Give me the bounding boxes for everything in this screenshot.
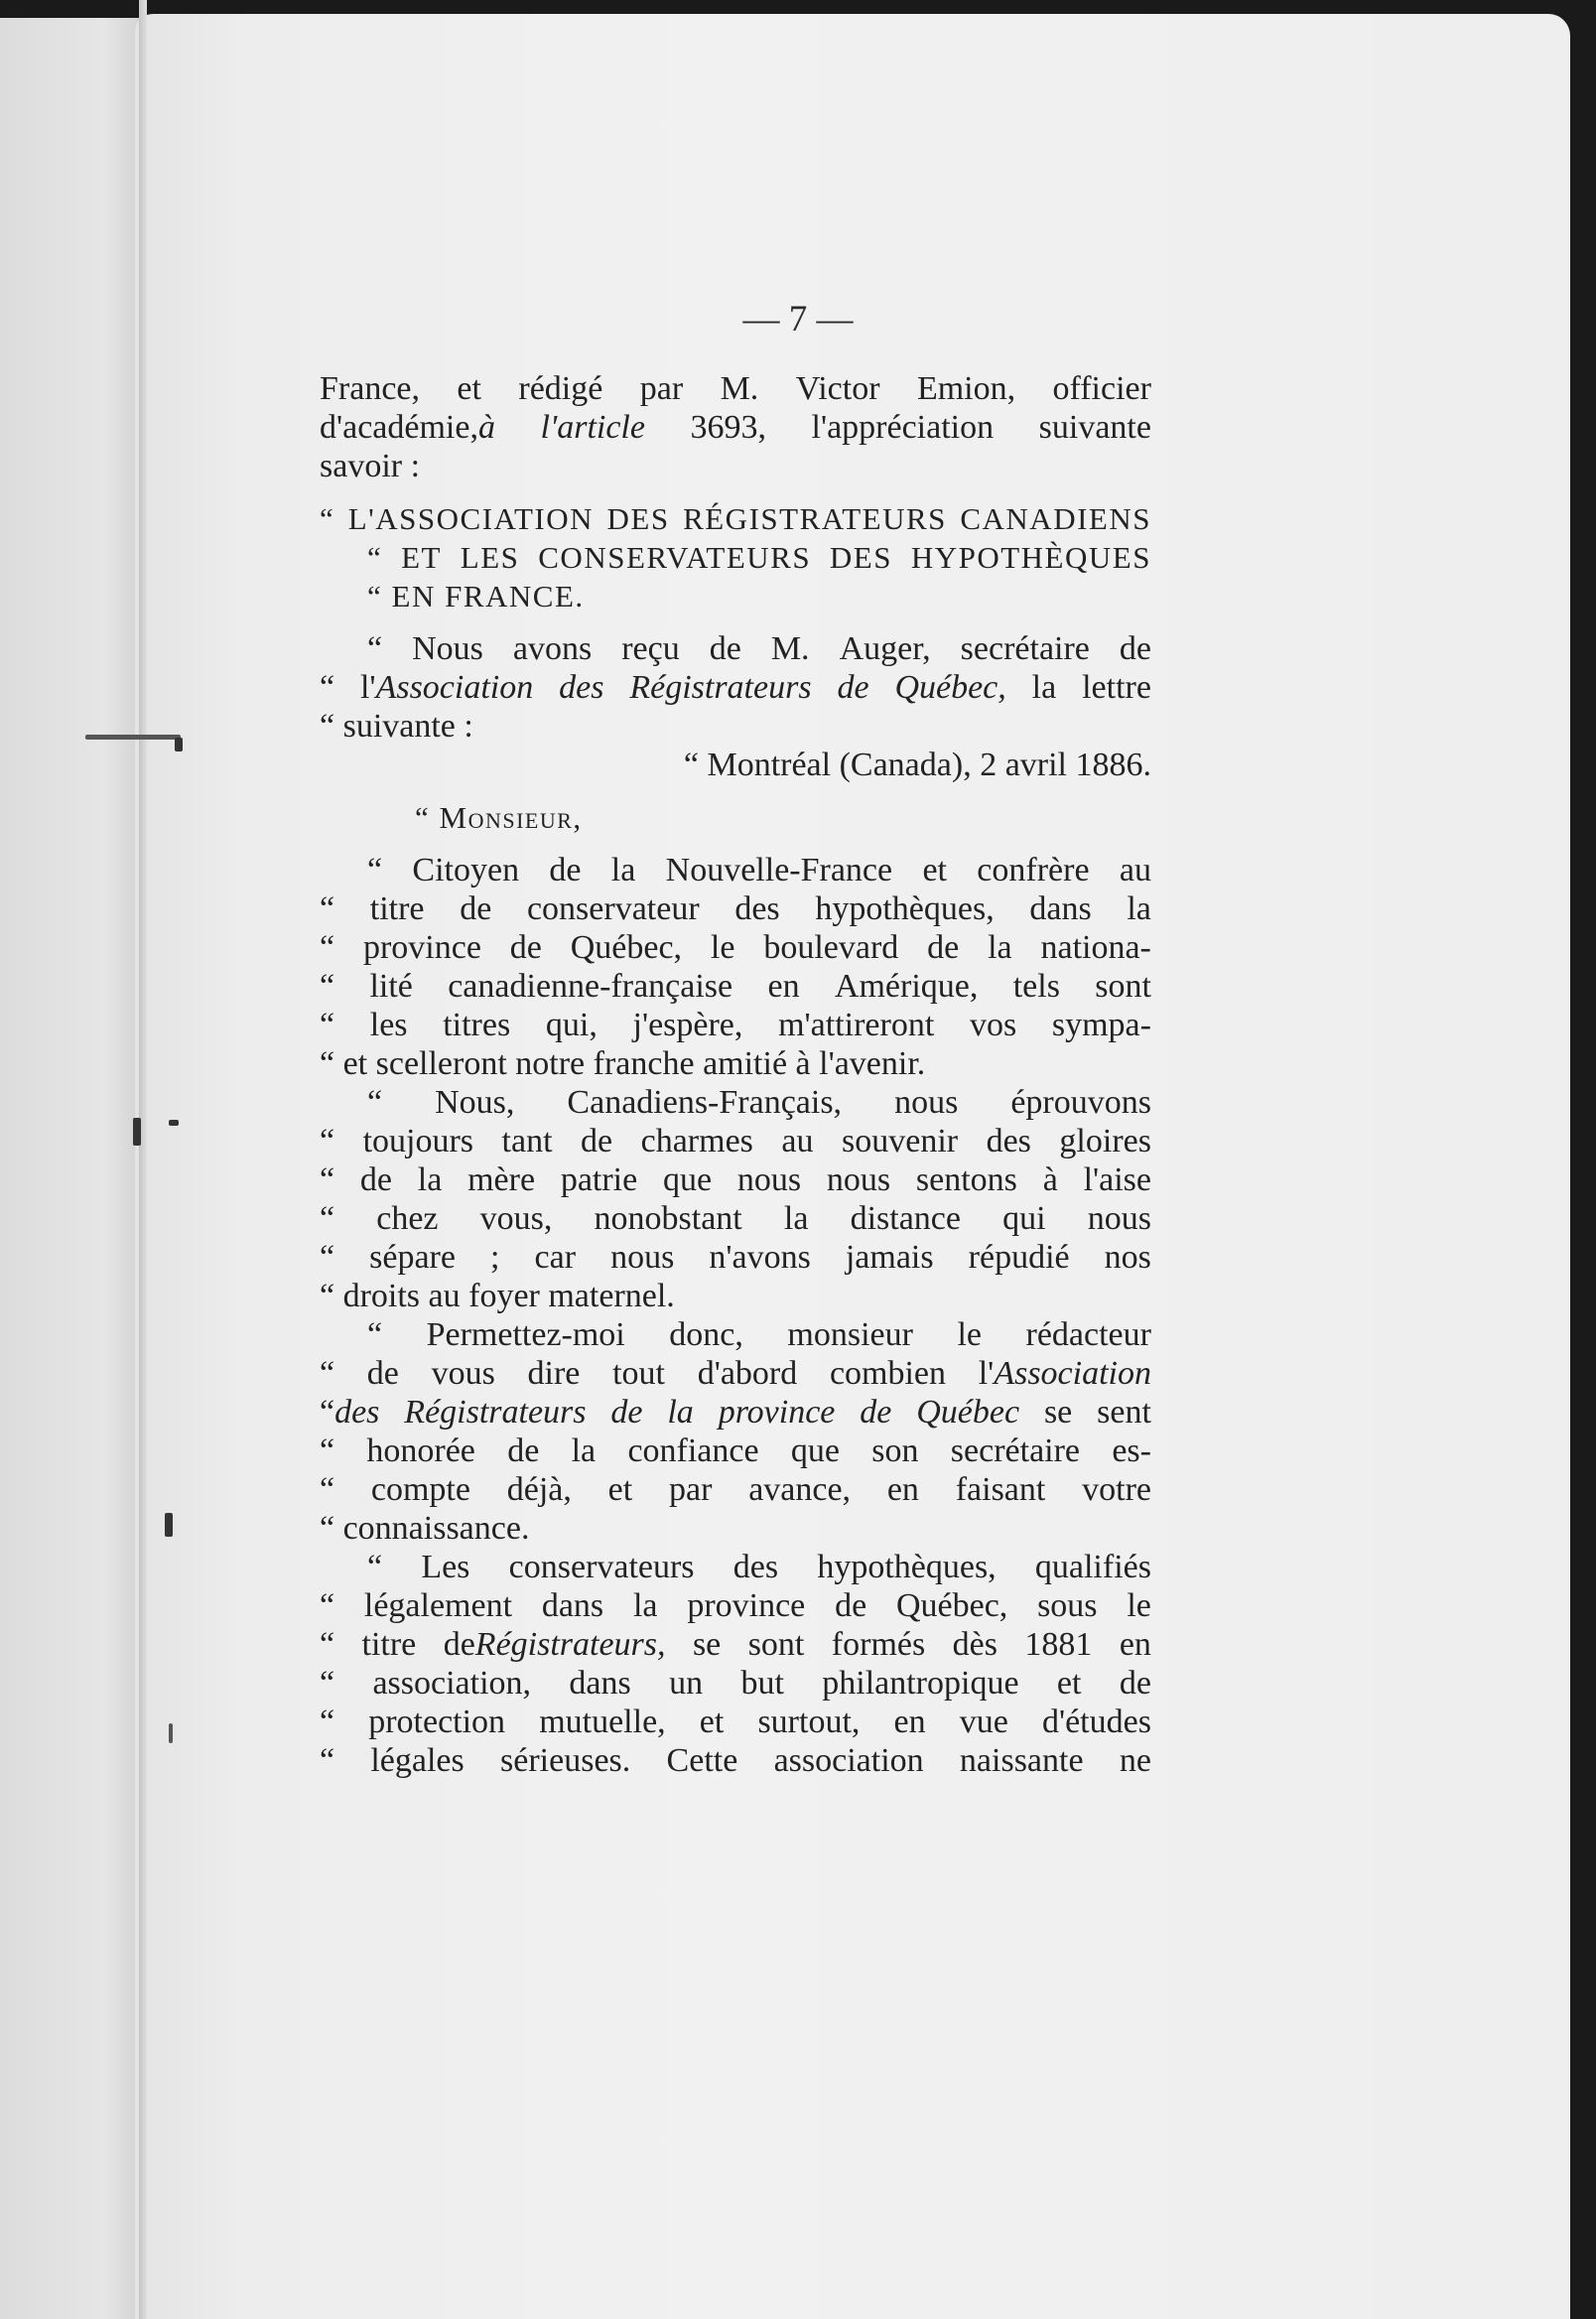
text-line: “ suivante : bbox=[320, 708, 473, 745]
text-line: “ compte déjà, et par avance, en faisant votre bbox=[320, 1471, 1151, 1508]
text-line: “ Nous avons reçu de M. Auger, secrétaire de bbox=[367, 630, 1151, 667]
text-line: “des Régistrateurs de la province de Québec se sent bbox=[320, 1394, 1151, 1431]
margin-mark bbox=[169, 1723, 173, 1743]
text-line: “ Nous, Canadiens-Français, nous éprouvons bbox=[367, 1084, 1151, 1121]
text-line: “ de vous dire tout d'abord combien l'Association bbox=[320, 1355, 1151, 1392]
text-line: “ Monsieur, bbox=[415, 800, 583, 835]
text-line: “ protection mutuelle, et surtout, en vue d'études bbox=[320, 1704, 1151, 1740]
text-line: “ province de Québec, le boulevard de la nationa- bbox=[320, 929, 1151, 966]
text-line: “ Citoyen de la Nouvelle-France et confrère au bbox=[367, 852, 1151, 888]
text-line: “ L'ASSOCIATION DES RÉGISTRATEURS CANADIENS bbox=[320, 501, 1151, 536]
margin-mark bbox=[133, 1118, 141, 1146]
paragraph-gap bbox=[320, 485, 1151, 499]
text-line: France, et rédigé par M. Victor Emion, officier bbox=[320, 370, 1151, 407]
text-line: “ Permettez-moi donc, monsieur le rédacteur bbox=[367, 1316, 1151, 1353]
paragraph-gap bbox=[320, 615, 1151, 629]
text-line: “ connaissance. bbox=[320, 1510, 530, 1547]
text-line: “ titre de conservateur des hypothèques, dans la bbox=[320, 890, 1151, 927]
text-line: “ honorée de la confiance que son secrétaire es- bbox=[320, 1432, 1151, 1469]
text-line: “ de la mère patrie que nous nous sentons à l'aise bbox=[320, 1161, 1151, 1198]
page-spine bbox=[139, 0, 147, 2319]
text-line: “ légales sérieuses. Cette association naissante ne bbox=[320, 1742, 1151, 1779]
text-line: “ Montréal (Canada), 2 avril 1886. bbox=[683, 747, 1151, 783]
body-text bbox=[320, 369, 1151, 1780]
text-line: “ toujours tant de charmes au souvenir des gloires bbox=[320, 1123, 1151, 1160]
margin-mark bbox=[169, 1120, 179, 1126]
text-line: “ légalement dans la province de Québec, sous le bbox=[320, 1587, 1151, 1624]
left-page-edge bbox=[0, 18, 149, 2319]
text-line: “ ET LES CONSERVATEURS DES HYPOTHÈQUES bbox=[367, 540, 1151, 575]
text-line: “ sépare ; car nous n'avons jamais répudié nos bbox=[320, 1239, 1151, 1276]
text-line: “ association, dans un but philantropique et de bbox=[320, 1665, 1151, 1702]
text-line: savoir : bbox=[320, 448, 421, 484]
paragraph-gap bbox=[320, 837, 1151, 851]
text-line: d'académie,à l'article 3693, l'appréciation suivante bbox=[320, 409, 1151, 446]
text-line: “ lité canadienne-française en Amérique, tels sont bbox=[320, 968, 1151, 1005]
margin-mark bbox=[165, 1513, 173, 1537]
text-line: “ les titres qui, j'espère, m'attireront vos sympa- bbox=[320, 1007, 1151, 1043]
text-line: “ EN FRANCE. bbox=[367, 579, 585, 614]
text-line: “ titre deRégistrateurs, se sont formés dès 1881 en bbox=[320, 1626, 1151, 1663]
margin-mark bbox=[175, 738, 183, 751]
text-line: “ et scelleront notre franche amitié à l'avenir. bbox=[320, 1045, 926, 1082]
page-number: — 7 — bbox=[742, 299, 854, 340]
text-line: “ chez vous, nonobstant la distance qui nous bbox=[320, 1200, 1151, 1237]
text-line: “ droits au foyer maternel. bbox=[320, 1278, 675, 1314]
text-line: “ Les conservateurs des hypothèques, qualifiés bbox=[367, 1549, 1151, 1585]
paragraph-gap bbox=[320, 784, 1151, 798]
margin-mark bbox=[85, 735, 181, 740]
text-line: “ l'Association des Régistrateurs de Québec, la lettre bbox=[320, 669, 1151, 706]
